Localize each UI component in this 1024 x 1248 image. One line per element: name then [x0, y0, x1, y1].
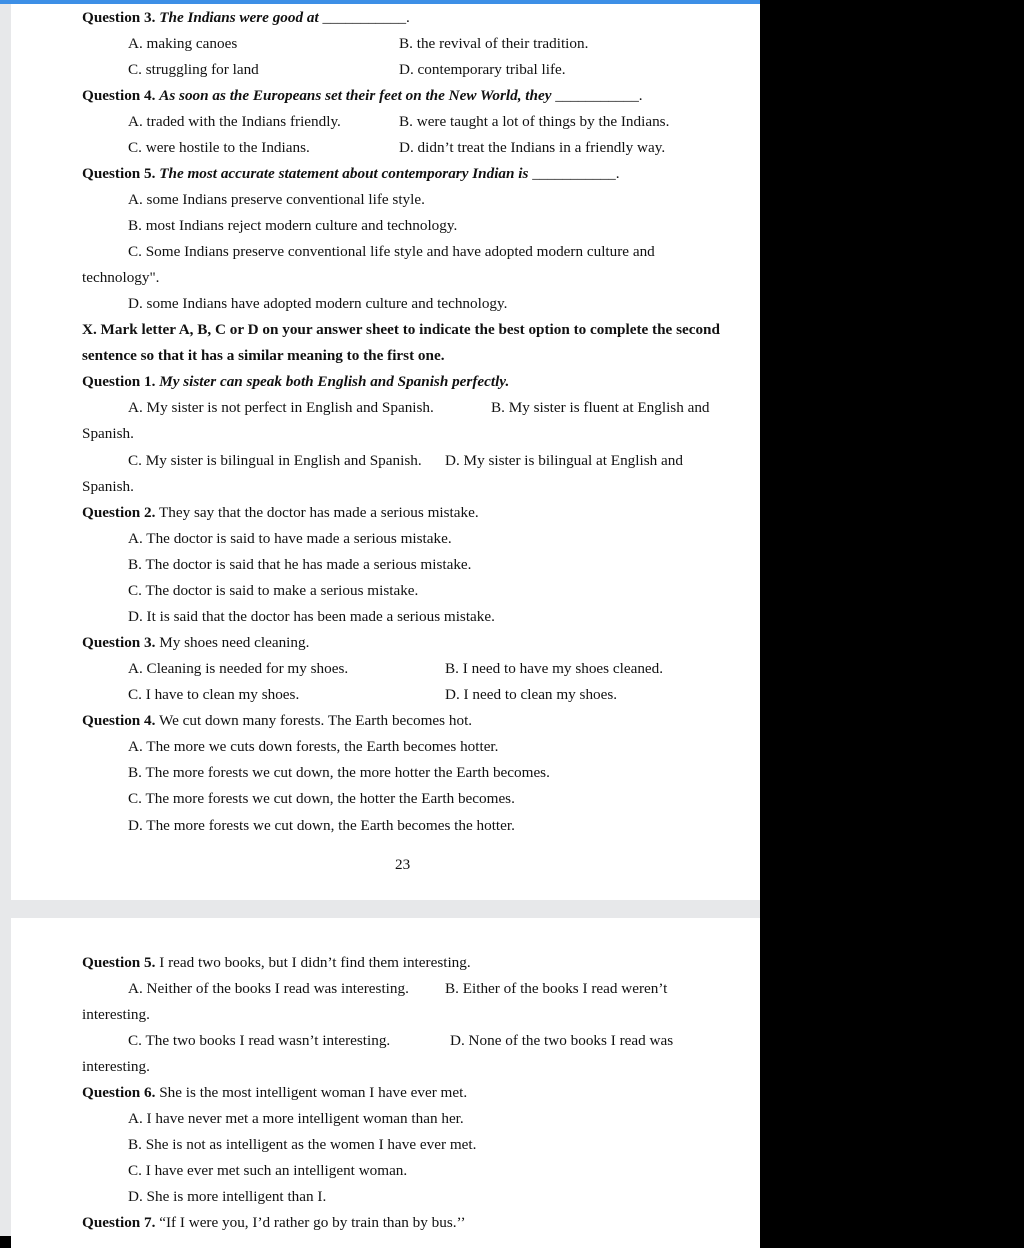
question-text: The Indians were good at — [159, 9, 319, 26]
section-x-instruction-continued: sentence so that it has a similar meaning to the first one. — [82, 347, 445, 364]
question-text: My shoes need cleaning. — [159, 634, 310, 651]
option-c: C. The doctor is said to make a serious mistake. — [128, 582, 419, 599]
question-label: Question 5. — [82, 954, 156, 971]
answer-blank: ___________ — [532, 165, 616, 182]
option-c: C. The more forests we cut down, the hotter the Earth becomes. — [128, 790, 515, 807]
option-a: A. making canoes — [128, 35, 238, 52]
option-d: D. contemporary tribal life. — [399, 61, 566, 78]
question-text: They say that the doctor has made a serious mistake. — [158, 504, 479, 521]
punctuation: . — [406, 9, 410, 26]
question-text: The most accurate statement about contemporary Indian is — [159, 165, 529, 182]
option-b-continued: Spanish. — [82, 425, 134, 442]
option-b-continued: interesting. — [82, 1006, 150, 1023]
option-a: A. traded with the Indians friendly. — [128, 113, 341, 130]
option-a: A. Neither of the books I read was interesting. — [128, 980, 409, 997]
option-b: B. the revival of their tradition. — [399, 35, 589, 52]
question-5-stem — [82, 953, 471, 973]
question-label: Question 4. — [82, 87, 156, 104]
question-5-stem — [82, 164, 620, 184]
punctuation: . — [615, 165, 620, 182]
question-text: As soon as the Europeans set their feet on the New World, they — [159, 87, 552, 104]
option-d-continued: interesting. — [82, 1058, 150, 1075]
question-2-stem — [82, 503, 479, 523]
question-4-stem — [82, 86, 643, 106]
question-text: She is the most intelligent woman I have ever met. — [159, 1084, 468, 1101]
option-c: C. I have ever met such an intelligent woman. — [128, 1162, 408, 1179]
question-7-stem — [82, 1213, 466, 1233]
question-label: Question 3. — [82, 9, 156, 26]
option-d: D. It is said that the doctor has been made a serious mistake. — [128, 608, 495, 625]
option-d: D. She is more intelligent than I. — [128, 1188, 327, 1205]
option-d: D. I need to clean my shoes. — [445, 686, 618, 703]
question-label: Question 1. — [82, 373, 156, 390]
question-text: “If I were you, I’d rather go by train than by bus.’’ — [159, 1214, 466, 1231]
option-c: C. My sister is bilingual in English and Spanish. — [128, 452, 422, 469]
section-x-instruction: X. Mark letter A, B, C or D on your answer sheet to indicate the best option to complete the second — [82, 321, 720, 338]
option-c: C. The two books I read wasn’t interesting. — [128, 1032, 391, 1049]
option-a: A. The doctor is said to have made a serious mistake. — [128, 530, 452, 547]
option-a: A. Cleaning is needed for my shoes. — [128, 660, 349, 677]
punctuation: . — [638, 87, 643, 104]
page-number: 23 — [395, 856, 411, 873]
option-c: C. were hostile to the Indians. — [128, 139, 310, 156]
option-d: D. The more forests we cut down, the Earth becomes the hotter. — [128, 817, 515, 834]
question-6-stem — [82, 1083, 467, 1103]
answer-blank: ___________ — [555, 87, 639, 104]
question-label: Question 2. — [82, 504, 156, 521]
option-d-continued: Spanish. — [82, 478, 134, 495]
option-c: C. struggling for land — [128, 61, 259, 78]
option-b: B. My sister is fluent at English and — [491, 399, 710, 416]
option-a: A. My sister is not perfect in English and Spanish. — [128, 399, 434, 416]
option-b: B. The more forests we cut down, the more hotter the Earth becomes. — [128, 764, 550, 781]
question-text: My sister can speak both English and Spanish perfectly. — [159, 373, 510, 390]
option-c: C. I have to clean my shoes. — [128, 686, 300, 703]
question-label: Question 7. — [82, 1214, 156, 1231]
question-label: Question 3. — [82, 634, 156, 651]
question-3-stem — [82, 633, 309, 653]
question-1-stem — [82, 372, 509, 392]
option-b: B. Either of the books I read weren’t — [445, 980, 668, 997]
option-d: D. some Indians have adopted modern culture and technology. — [128, 295, 508, 312]
question-text: I read two books, but I didn’t find them interesting. — [159, 954, 471, 971]
option-a: A. some Indians preserve conventional life style. — [128, 191, 425, 208]
option-d: D. didn’t treat the Indians in a friendly way. — [399, 139, 666, 156]
answer-blank: ___________ — [322, 9, 407, 26]
option-c-continued: technology". — [82, 269, 160, 286]
option-a: A. The more we cuts down forests, the Earth becomes hotter. — [128, 738, 499, 755]
option-b: B. The doctor is said that he has made a serious mistake. — [128, 556, 472, 573]
option-b: B. I need to have my shoes cleaned. — [445, 660, 664, 677]
option-b: B. She is not as intelligent as the women I have ever met. — [128, 1136, 477, 1153]
question-label: Question 5. — [82, 165, 156, 182]
question-label: Question 6. — [82, 1084, 156, 1101]
option-a: A. I have never met a more intelligent woman than her. — [128, 1110, 464, 1127]
option-b: B. most Indians reject modern culture and technology. — [128, 217, 458, 234]
question-4-stem — [82, 711, 472, 731]
option-d: D. My sister is bilingual at English and — [445, 452, 683, 469]
option-d: D. None of the two books I read was — [450, 1032, 674, 1049]
question-label: Question 4. — [82, 712, 156, 729]
question-3-stem — [82, 8, 410, 28]
question-text: We cut down many forests. The Earth becomes hot. — [158, 712, 473, 729]
option-b: B. were taught a lot of things by the Indians. — [399, 113, 670, 130]
option-c: C. Some Indians preserve conventional life style and have adopted modern culture and — [128, 243, 655, 260]
